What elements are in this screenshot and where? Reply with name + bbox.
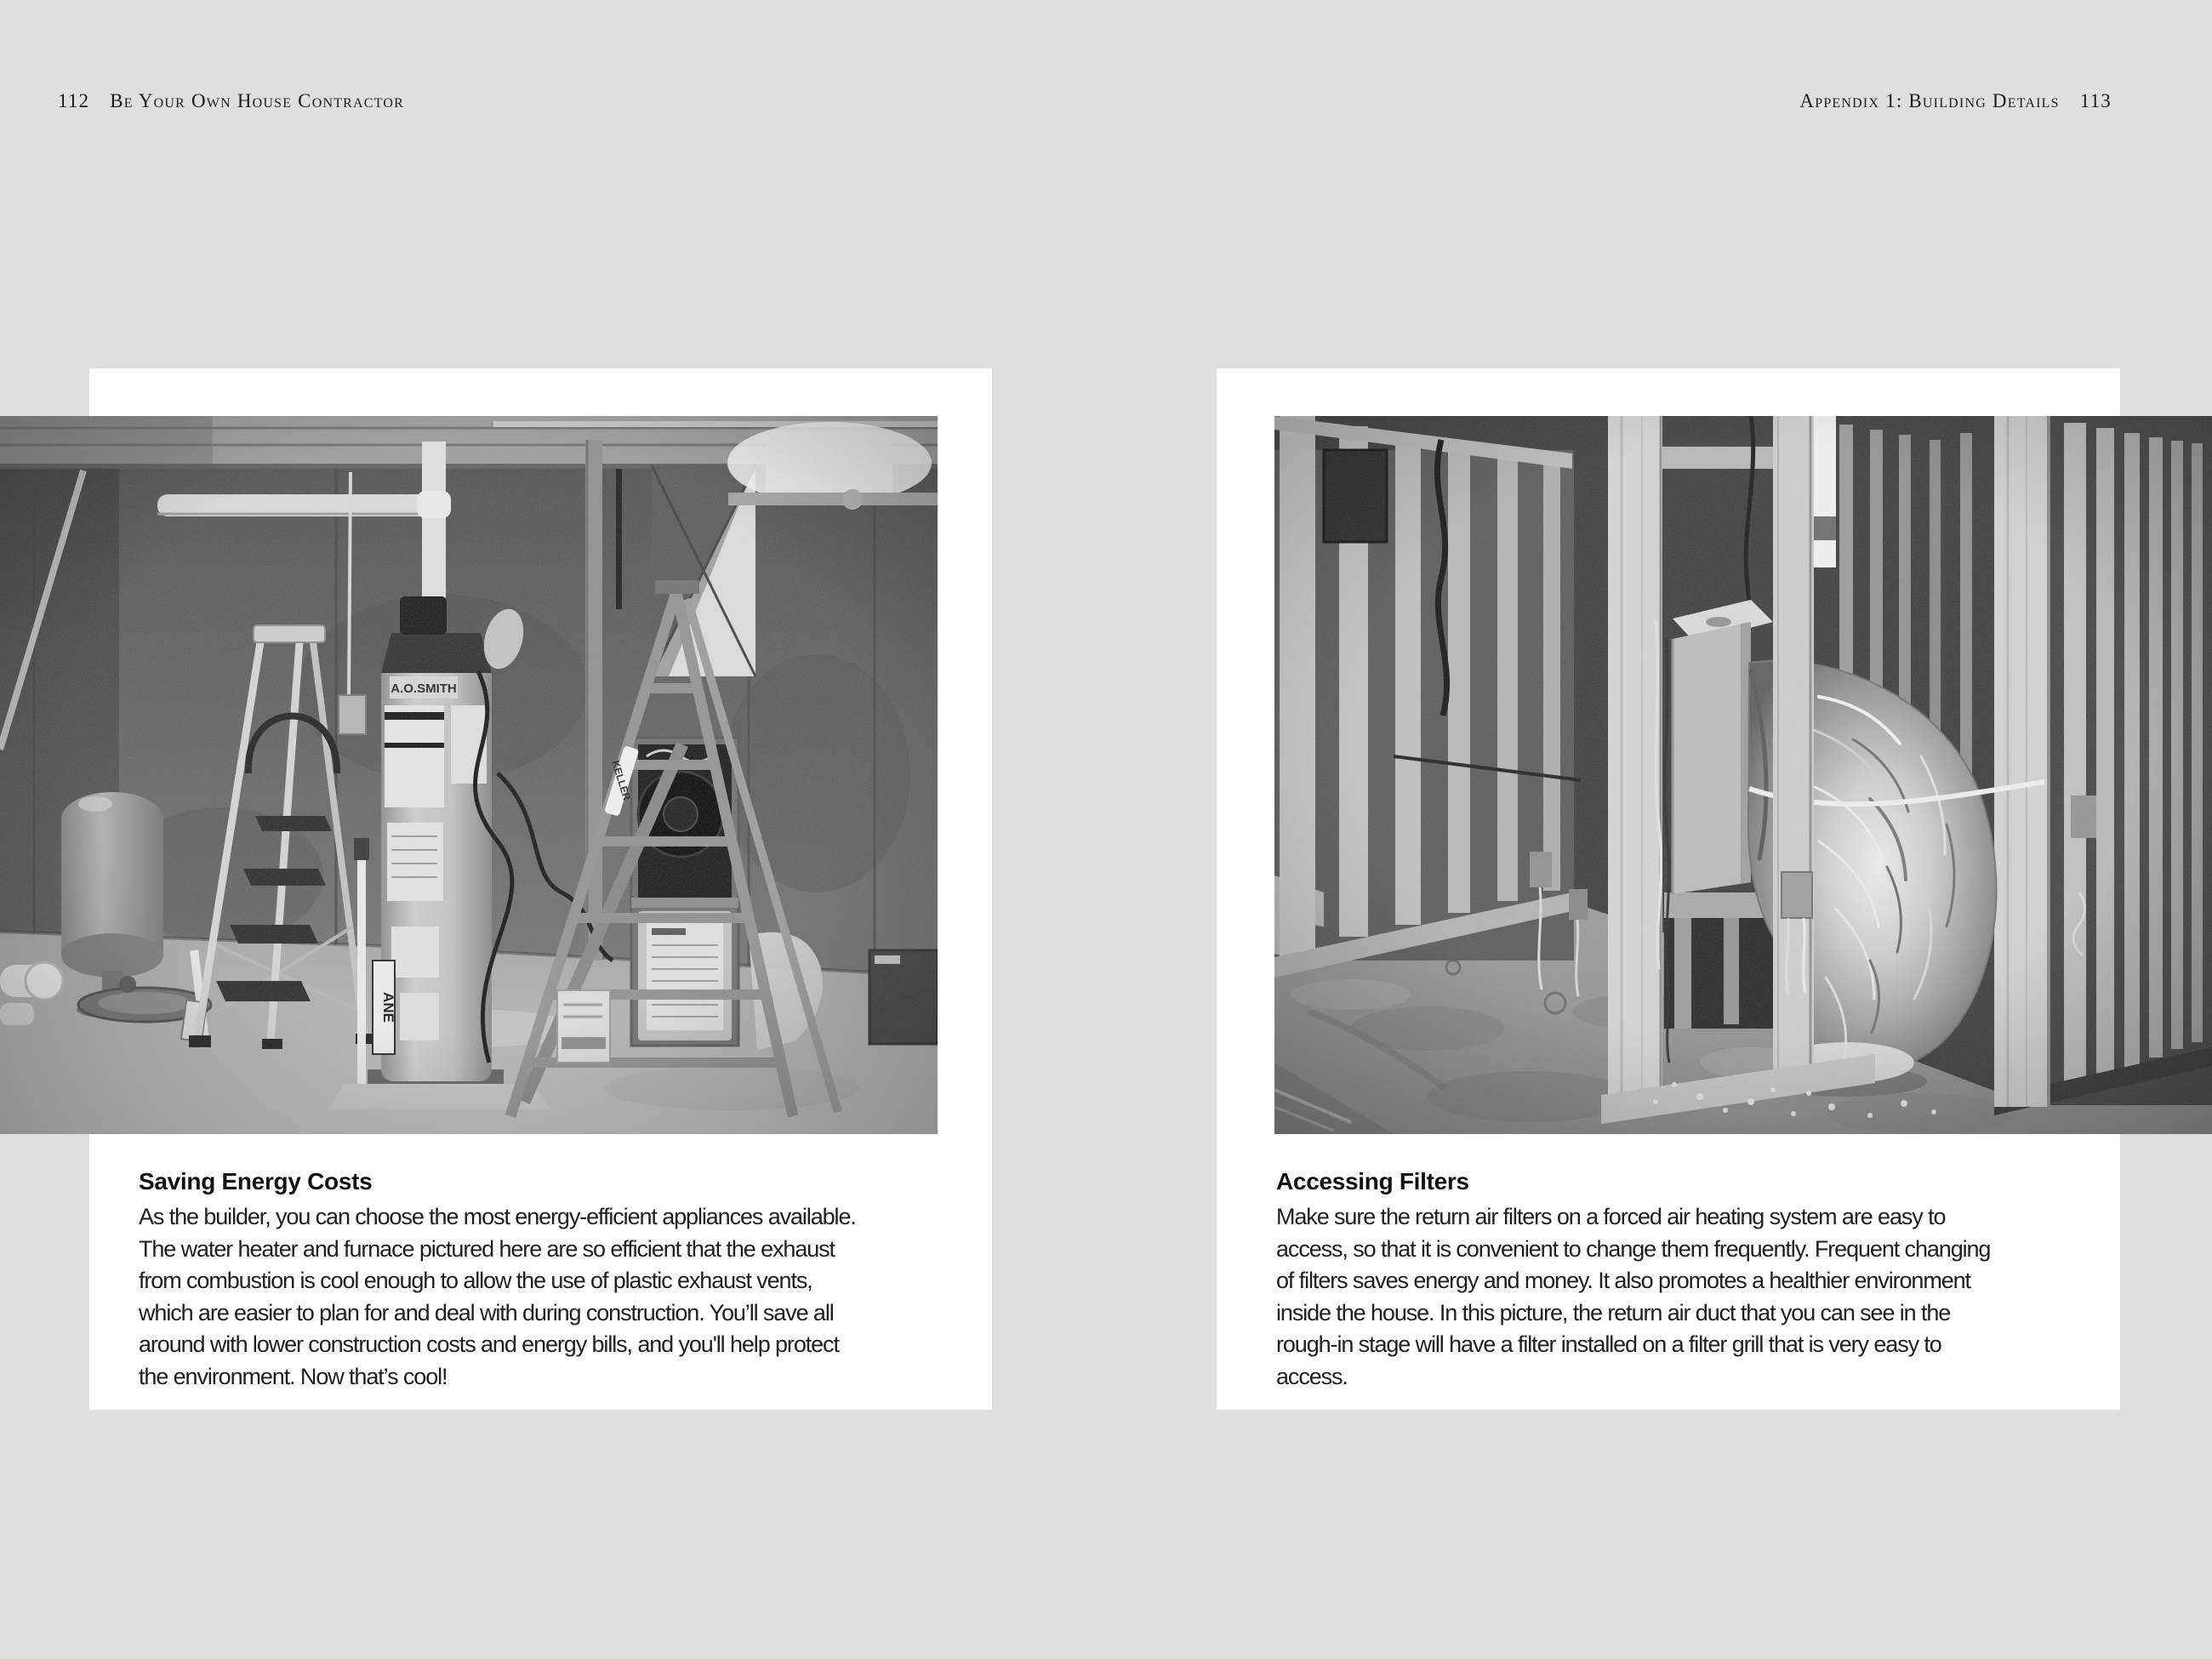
caption-line: from combustion is cool enough to allow the use of plastic exhaust vents, (139, 1268, 812, 1293)
caption-line: Make sure the return air filters on a forced air heating system are easy to (1276, 1204, 1946, 1229)
running-head-title-right: Appendix 1: Building Details (1799, 90, 2060, 111)
running-head-right (1799, 90, 2112, 112)
caption-line: which are easier to plan for and deal with during construction. You’ll save all (139, 1299, 834, 1325)
caption-title-left: Saving Energy Costs (139, 1168, 373, 1194)
caption-left (139, 1167, 998, 1393)
caption-body-left (139, 1201, 998, 1393)
caption-body-right (1276, 1201, 2135, 1393)
caption-right (1276, 1167, 2135, 1393)
vignette-overlay (1274, 416, 2212, 1134)
caption-line: access. (1276, 1363, 1348, 1389)
caption-line: access, so that it is convenient to change them frequently. Frequent changing (1276, 1235, 1991, 1262)
caption-line: The water heater and furnace pictured here are so efficient that the exhaust (139, 1235, 835, 1262)
caption-line: of filters saves energy and money. It also promotes a healthier environment (1276, 1268, 1970, 1293)
framing-duct-photo-svg (1274, 416, 2212, 1134)
basement-photo (0, 416, 938, 1134)
basement-photo-svg (0, 416, 938, 1134)
caption-line: inside the house. In this picture, the return air duct that you can see in the (1276, 1299, 1951, 1325)
page-number-left: 112 (58, 90, 90, 111)
running-head-left (58, 90, 404, 112)
caption-line: around with lower construction costs and energy bills, and you'll help protect (139, 1331, 839, 1357)
framing-duct-photo (1274, 416, 2212, 1134)
caption-line: the environment. Now that’s cool! (139, 1363, 448, 1389)
vignette-overlay (0, 416, 938, 1134)
caption-title-right: Accessing Filters (1276, 1168, 1469, 1194)
caption-line: As the builder, you can choose the most energy-efficient appliances available. (139, 1204, 856, 1229)
caption-line: rough-in stage will have a filter installed on a filter grill that is very easy to (1276, 1331, 1941, 1357)
running-head-title-left: Be Your Own House Contractor (110, 90, 404, 111)
page-number-right: 113 (2079, 90, 2112, 111)
